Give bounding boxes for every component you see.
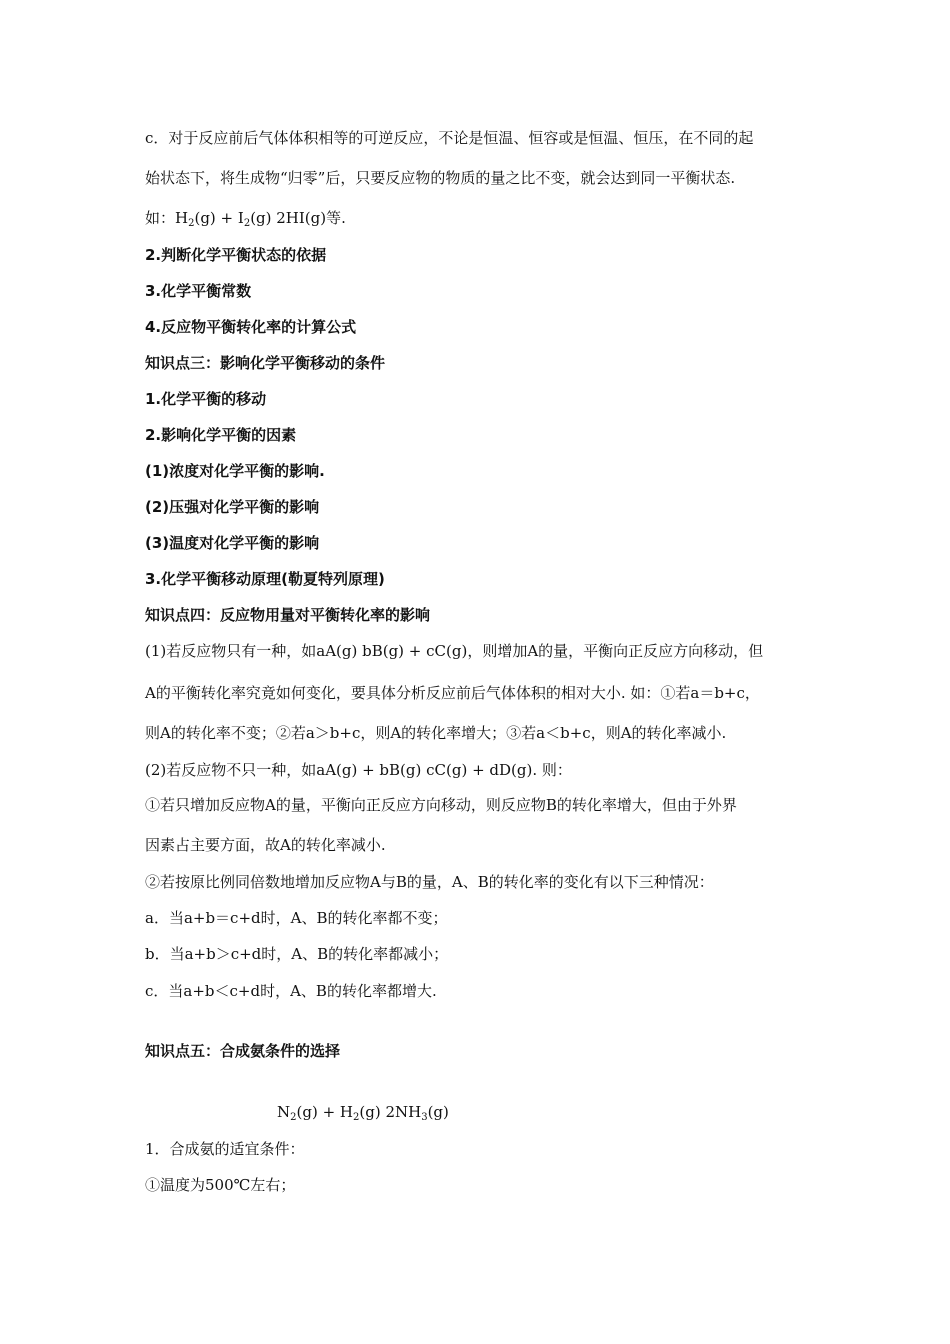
equation-text: (g) + H	[296, 1103, 353, 1121]
sub-heading: (1)浓度对化学平衡的影响.	[145, 462, 325, 480]
subscript: 2	[290, 1112, 297, 1123]
section-heading: 知识点五：合成氨条件的选择	[145, 1042, 341, 1060]
example-text: (g) 2HI(g)等.	[250, 209, 346, 227]
example-text: (g) + I	[194, 209, 244, 227]
paragraph-line: 则A的转化率不变；②若a＞b+c，则A的转化率增大；③若a＜b+c，则A的转化率减小.	[145, 724, 727, 742]
heading: 3.化学平衡常数	[145, 282, 252, 300]
subscript: 2	[188, 218, 195, 229]
subscript: 2	[353, 1112, 360, 1123]
heading: 3.化学平衡移动原理(勒夏特列原理)	[145, 570, 385, 588]
paragraph-line: 始状态下，将生成物“归零”后，只要反应物的物质的量之比不变，就会达到同一平衡状态.	[145, 169, 736, 187]
paragraph-line: ①温度为500℃左右；	[145, 1176, 296, 1194]
paragraph-line: ②若按原比例同倍数地增加反应物A与B的量，A、B的转化率的变化有以下三种情况：	[145, 873, 714, 891]
heading: 1.化学平衡的移动	[145, 390, 267, 408]
paragraph-line: 1．合成氨的适宜条件：	[145, 1140, 305, 1158]
paragraph-line: A的平衡转化率究竟如何变化，要具体分析反应前后气体体积的相对大小. 如：①若a＝b+c，	[145, 684, 760, 702]
heading: 4.反应物平衡转化率的计算公式	[145, 318, 357, 336]
section-heading: 知识点三：影响化学平衡移动的条件	[145, 354, 386, 372]
equation-text: (g) 2NH	[359, 1103, 422, 1121]
example-text: 如：H	[145, 209, 189, 227]
sub-heading: (3)温度对化学平衡的影响	[145, 534, 320, 552]
paragraph-line: 因素占主要方面，故A的转化率减小.	[145, 836, 386, 854]
equation-text: N	[277, 1103, 291, 1121]
paragraph-line: (1)若反应物只有一种，如aA(g) bB(g) + cC(g)，则增加A的量，平衡向正反应方向移动，但	[145, 642, 764, 660]
paragraph-line: ①若只增加反应物A的量，平衡向正反应方向移动，则反应物B的转化率增大，但由于外界	[145, 796, 737, 814]
list-item: b．当a+b＞c+d时，A、B的转化率都减小；	[145, 945, 449, 963]
list-item: c．当a+b＜c+d时，A、B的转化率都增大.	[145, 982, 437, 1000]
subscript: 3	[421, 1112, 428, 1123]
list-item: a．当a+b＝c+d时，A、B的转化率都不变；	[145, 909, 448, 927]
subscript: 2	[243, 218, 251, 229]
example-equation	[145, 208, 815, 228]
heading: 2.判断化学平衡状态的依据	[145, 246, 327, 264]
sub-heading: (2)压强对化学平衡的影响	[145, 498, 320, 516]
reaction-equation	[277, 1102, 677, 1122]
heading: 2.影响化学平衡的因素	[145, 426, 297, 444]
equation-text: (g)	[427, 1103, 449, 1121]
paragraph-line: c．对于反应前后气体体积相等的可逆反应，不论是恒温、恒容或是恒温、恒压，在不同的起	[145, 129, 754, 147]
paragraph-line: (2)若反应物不只一种，如aA(g) + bB(g) cC(g) + dD(g). 则：	[145, 761, 572, 779]
section-heading: 知识点四：反应物用量对平衡转化率的影响	[145, 606, 431, 624]
